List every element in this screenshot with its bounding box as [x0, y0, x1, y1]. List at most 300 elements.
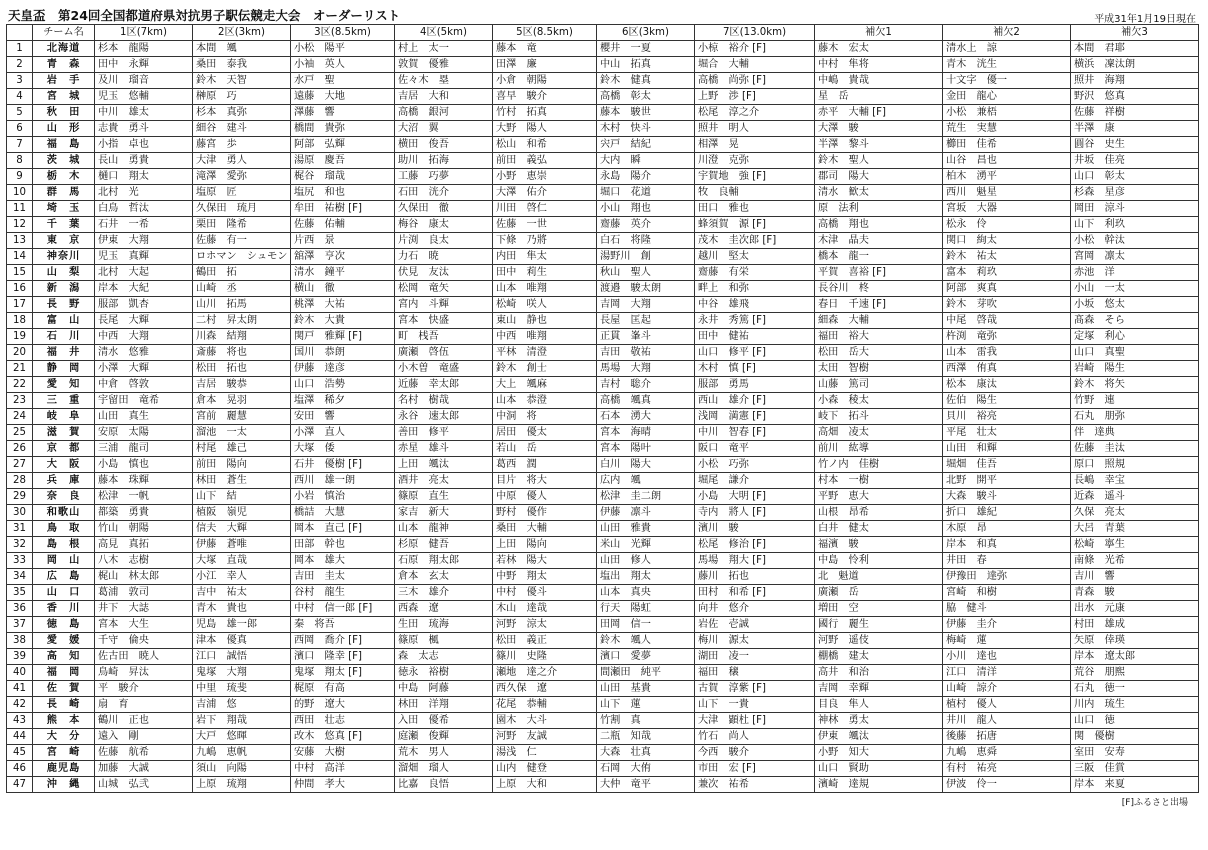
runner-cell: 榊原 巧 — [193, 89, 291, 105]
runner-cell: 伊波 伶一 — [943, 777, 1071, 793]
runner-cell: 堀口 花道 — [597, 185, 695, 201]
runner-cell: 山下 利玖 — [1071, 217, 1199, 233]
runner-cell: 大戸 悠暉 — [193, 729, 291, 745]
runner-cell: 赤池 洋 — [1071, 265, 1199, 281]
runner-cell: 岡田 涼斗 — [1071, 201, 1199, 217]
runner-cell: 東山 静也 — [493, 313, 597, 329]
header-row — [6, 4, 1198, 24]
runner-cell: 塩澤 稀夕 — [291, 393, 395, 409]
table-row — [7, 233, 1199, 249]
runner-cell: 中山 拓真 — [597, 57, 695, 73]
runner-cell: 小澤 大輝 — [95, 361, 193, 377]
runner-cell: 鳥崎 昇汰 — [95, 665, 193, 681]
runner-cell: 植阪 嶺児 — [193, 505, 291, 521]
runner-cell: 伊藤 圭介 — [943, 617, 1071, 633]
runner-cell: 杉原 健吾 — [395, 537, 493, 553]
row-number: 6 — [7, 121, 33, 137]
runner-cell: 善田 修平 — [395, 425, 493, 441]
runner-cell: 宍戸 結紀 — [597, 137, 695, 153]
row-number: 24 — [7, 409, 33, 425]
runner-cell: 遠藤 大地 — [291, 89, 395, 105]
team-name: 秋 田 — [33, 105, 95, 121]
runner-cell: 河野 友誠 — [493, 729, 597, 745]
runner-cell: 大野 陽人 — [493, 121, 597, 137]
runner-cell: 堀合 大輔 — [695, 57, 815, 73]
runner-cell: 渡邉 駿太朗 — [597, 281, 695, 297]
runner-cell: 平尾 壮太 — [943, 425, 1071, 441]
runner-cell: 堀尾 謙介 — [695, 473, 815, 489]
runner-cell: 櫛田 佳希 — [943, 137, 1071, 153]
runner-cell: 青木 洸生 — [943, 57, 1071, 73]
runner-cell: 山田 真生 — [95, 409, 193, 425]
runner-cell: 阿部 弘輝 — [291, 137, 395, 153]
runner-cell: 大森 駿斗 — [943, 489, 1071, 505]
runner-cell: 細森 大輔 — [815, 313, 943, 329]
runner-cell: 大澤 駿 — [815, 121, 943, 137]
runner-cell: 片西 景 — [291, 233, 395, 249]
team-name: 熊 本 — [33, 713, 95, 729]
runner-cell: 町 桟吾 — [395, 329, 493, 345]
runner-cell: 越川 堅太 — [695, 249, 815, 265]
runner-cell: 横山 徹 — [291, 281, 395, 297]
runner-cell: 小山 翔也 — [597, 201, 695, 217]
table-row — [7, 201, 1199, 217]
runner-cell: 若山 岳 — [493, 441, 597, 457]
runner-cell: 竹村 拓真 — [493, 105, 597, 121]
runner-cell: 郡司 陽大 — [815, 169, 943, 185]
column-header: 補欠1 — [815, 25, 943, 41]
runner-cell: 中川 雄太 — [95, 105, 193, 121]
runner-cell: 石丸 朋弥 — [1071, 409, 1199, 425]
runner-cell: 佐古田 暁人 — [95, 649, 193, 665]
runner-cell: 小野 知大 — [815, 745, 943, 761]
row-number: 33 — [7, 553, 33, 569]
runner-cell: 篠原 楓 — [395, 633, 493, 649]
runner-cell: 岸本 和真 — [943, 537, 1071, 553]
team-name: 東 京 — [33, 233, 95, 249]
runner-cell: 佐藤 圭汰 — [1071, 441, 1199, 457]
runner-cell: 北野 開平 — [943, 473, 1071, 489]
table-row — [7, 761, 1199, 777]
table-row — [7, 41, 1199, 57]
runner-cell: 伊東 颯汰 — [815, 729, 943, 745]
table-row — [7, 521, 1199, 537]
runner-cell: 宮内 斗輝 — [395, 297, 493, 313]
runner-cell: 川田 啓仁 — [493, 201, 597, 217]
runner-cell: 安田 響 — [291, 409, 395, 425]
runner-cell: 井下 大誌 — [95, 601, 193, 617]
runner-cell: 長谷川 柊 — [815, 281, 943, 297]
runner-cell: 藤木 宏太 — [815, 41, 943, 57]
runner-cell: 梶山 林太郎 — [95, 569, 193, 585]
runner-cell: 兼次 祐希 — [695, 777, 815, 793]
runner-cell: 近藤 幸太郎 — [395, 377, 493, 393]
runner-cell: 力石 暁 — [395, 249, 493, 265]
runner-cell: 谷村 龍生 — [291, 585, 395, 601]
team-name: 埼 玉 — [33, 201, 95, 217]
runner-cell: 江口 清洋 — [943, 665, 1071, 681]
runner-cell: 青木 貴也 — [193, 601, 291, 617]
runner-cell: 関戸 雅輝 [F] — [291, 329, 395, 345]
team-name: 香 川 — [33, 601, 95, 617]
runner-cell: 小野 恵崇 — [493, 169, 597, 185]
runner-cell: 片渕 良太 — [395, 233, 493, 249]
runner-cell: 國行 麗生 — [815, 617, 943, 633]
runner-cell: 高橋 彰太 — [597, 89, 695, 105]
column-header: 4区(5km) — [395, 25, 493, 41]
runner-cell: 改木 悠真 [F] — [291, 729, 395, 745]
team-name: 和歌山 — [33, 505, 95, 521]
runner-cell: 荒谷 朋熙 — [1071, 665, 1199, 681]
runner-cell: 石井 一希 — [95, 217, 193, 233]
row-number: 21 — [7, 361, 33, 377]
runner-cell: 桑田 泰我 — [193, 57, 291, 73]
runner-cell: 梶原 有高 — [291, 681, 395, 697]
team-name: 神奈川 — [33, 249, 95, 265]
runner-cell: 中島 阿藤 — [395, 681, 493, 697]
runner-cell: 宇賀地 強 [F] — [695, 169, 815, 185]
runner-cell: 鈴木 健真 — [597, 73, 695, 89]
table-row — [7, 665, 1199, 681]
runner-cell: 平 駿介 — [95, 681, 193, 697]
team-name: 福 井 — [33, 345, 95, 361]
runner-cell: 鶴川 正也 — [95, 713, 193, 729]
column-header: 6区(3km) — [597, 25, 695, 41]
team-name: 山 梨 — [33, 265, 95, 281]
runner-cell: 前田 陽向 — [193, 457, 291, 473]
runner-cell: ロホマン シュモン — [193, 249, 291, 265]
runner-cell: 山本 龍神 — [395, 521, 493, 537]
runner-cell: 高橋 翔也 — [815, 217, 943, 233]
runner-cell: 鈴木 颯人 — [597, 633, 695, 649]
table-row — [7, 713, 1199, 729]
runner-cell: 松本 康汰 — [943, 377, 1071, 393]
runner-cell: 鈴木 芽吹 — [943, 297, 1071, 313]
runner-cell: 上田 颯汰 — [395, 457, 493, 473]
team-name: 栃 木 — [33, 169, 95, 185]
runner-cell: 加藤 大誠 — [95, 761, 193, 777]
row-number: 29 — [7, 489, 33, 505]
runner-cell: 関口 絢太 — [943, 233, 1071, 249]
runner-cell: 小松 陽平 — [291, 41, 395, 57]
runner-cell: 大沼 翼 — [395, 121, 493, 137]
runner-cell: 酒井 亮太 — [395, 473, 493, 489]
runner-cell: 蜂須賀 源 [F] — [695, 217, 815, 233]
runner-cell: 宮本 快盛 — [395, 313, 493, 329]
runner-cell: 木津 晶夫 — [815, 233, 943, 249]
runner-cell: 行天 陽虹 — [597, 601, 695, 617]
runner-cell: 杵渕 竜弥 — [943, 329, 1071, 345]
runner-cell: 齋藤 有栄 — [695, 265, 815, 281]
runner-cell: 北 魁道 — [815, 569, 943, 585]
runner-cell: 藤宮 歩 — [193, 137, 291, 153]
runner-cell: 神林 勇太 — [815, 713, 943, 729]
runner-cell: 岸本 来夏 — [1071, 777, 1199, 793]
order-list-page — [6, 4, 1198, 808]
team-name: 岡 山 — [33, 553, 95, 569]
runner-cell: 安藤 大樹 — [291, 745, 395, 761]
runner-cell: 村田 雄成 — [1071, 617, 1199, 633]
row-number: 15 — [7, 265, 33, 281]
runner-cell: 後藤 拓唐 — [943, 729, 1071, 745]
runner-cell: 斎藤 将也 — [193, 345, 291, 361]
runner-cell: 永谷 速太郎 — [395, 409, 493, 425]
runner-cell: 塩出 翔太 — [597, 569, 695, 585]
runner-cell: 堀畑 佳吾 — [943, 457, 1071, 473]
team-name: 岩 手 — [33, 73, 95, 89]
team-name: 徳 島 — [33, 617, 95, 633]
runner-cell: 白鳥 哲汰 — [95, 201, 193, 217]
runner-cell: 鬼塚 大翔 — [193, 665, 291, 681]
runner-cell: 佐藤 一世 — [493, 217, 597, 233]
row-number: 38 — [7, 633, 33, 649]
runner-cell: 鈴木 天智 — [193, 73, 291, 89]
runner-cell: 木村 慎 [F] — [695, 361, 815, 377]
runner-cell: 北村 大起 — [95, 265, 193, 281]
table-row — [7, 601, 1199, 617]
row-number: 7 — [7, 137, 33, 153]
runner-cell: 杉本 真弥 — [193, 105, 291, 121]
runner-cell: 小倉 朝陽 — [493, 73, 597, 89]
runner-cell: 小坂 悠太 — [1071, 297, 1199, 313]
runner-cell: 市田 宏 [F] — [695, 761, 815, 777]
runner-cell: 茂木 圭次郎 [F] — [695, 233, 815, 249]
team-name: 長 野 — [33, 297, 95, 313]
table-row — [7, 649, 1199, 665]
runner-cell: 岸本 大紀 — [95, 281, 193, 297]
runner-cell: 井坂 佳亮 — [1071, 153, 1199, 169]
runner-cell: 田中 健祐 — [695, 329, 815, 345]
runner-cell: 牧 良輔 — [695, 185, 815, 201]
runner-cell: 宮岡 凛太 — [1071, 249, 1199, 265]
team-name: 兵 庫 — [33, 473, 95, 489]
order-table — [6, 24, 1199, 793]
runner-cell: 清水 歓太 — [815, 185, 943, 201]
table-row — [7, 617, 1199, 633]
runner-cell: 石原 翔太郎 — [395, 553, 493, 569]
team-name: 群 馬 — [33, 185, 95, 201]
runner-cell: 宮本 海晴 — [597, 425, 695, 441]
runner-cell: 松尾 淳之介 — [695, 105, 815, 121]
runner-cell: 徳永 裕樹 — [395, 665, 493, 681]
runner-cell: 西岡 喬介 [F] — [291, 633, 395, 649]
table-body — [7, 41, 1199, 793]
runner-cell: 中尾 啓哉 — [943, 313, 1071, 329]
runner-cell: 山藤 篤司 — [815, 377, 943, 393]
row-number: 14 — [7, 249, 33, 265]
runner-cell: 内田 隼太 — [493, 249, 597, 265]
runner-cell: 阿部 爽真 — [943, 281, 1071, 297]
runner-cell: 橋本 龍一 — [815, 249, 943, 265]
runner-cell: 馬場 翔大 [F] — [695, 553, 815, 569]
row-number: 16 — [7, 281, 33, 297]
runner-cell: 上野 渉 [F] — [695, 89, 815, 105]
row-number: 31 — [7, 521, 33, 537]
runner-cell: 宮前 麗慧 — [193, 409, 291, 425]
team-name: 千 葉 — [33, 217, 95, 233]
row-number: 28 — [7, 473, 33, 489]
runner-cell: 木山 達哉 — [493, 601, 597, 617]
runner-cell: 今西 駿介 — [695, 745, 815, 761]
runner-cell: 遠入 剛 — [95, 729, 193, 745]
runner-cell: 清水 鐘平 — [291, 265, 395, 281]
runner-cell: 鬼塚 翔太 [F] — [291, 665, 395, 681]
row-number: 45 — [7, 745, 33, 761]
runner-cell: 大澤 佑介 — [493, 185, 597, 201]
team-name: 岐 阜 — [33, 409, 95, 425]
runner-cell: 高井 和治 — [815, 665, 943, 681]
table-row — [7, 425, 1199, 441]
runner-cell: 長尾 大輝 — [95, 313, 193, 329]
runner-cell: 西久保 遼 — [493, 681, 597, 697]
footnote: [F]ふるさと出場 — [1121, 798, 1188, 808]
table-row — [7, 265, 1199, 281]
row-number: 25 — [7, 425, 33, 441]
column-header — [7, 25, 33, 41]
runner-cell: 山口 徳 — [1071, 713, 1199, 729]
runner-cell: 三木 雄介 — [395, 585, 493, 601]
runner-cell: 川森 結翔 — [193, 329, 291, 345]
runner-cell: 太田 智樹 — [815, 361, 943, 377]
runner-cell: 河野 涼太 — [493, 617, 597, 633]
runner-cell: 山口 真聖 — [1071, 345, 1199, 361]
runner-cell: 倉本 晃羽 — [193, 393, 291, 409]
row-number: 44 — [7, 729, 33, 745]
runner-cell: 山口 賢助 — [815, 761, 943, 777]
runner-cell: 高橋 颯真 — [597, 393, 695, 409]
row-number: 37 — [7, 617, 33, 633]
runner-cell: 松崎 咲人 — [493, 297, 597, 313]
runner-cell: 久保田 徹 — [395, 201, 493, 217]
runner-cell: 大塚 倭 — [291, 441, 395, 457]
row-number: 30 — [7, 505, 33, 521]
runner-cell: 大呂 青葉 — [1071, 521, 1199, 537]
runner-cell: 江口 誠悟 — [193, 649, 291, 665]
runner-cell: 竹ノ内 佳樹 — [815, 457, 943, 473]
runner-cell: 松山 和希 — [493, 137, 597, 153]
runner-cell: 貝川 裕亮 — [943, 409, 1071, 425]
row-number: 27 — [7, 457, 33, 473]
column-header: 5区(8.5km) — [493, 25, 597, 41]
runner-cell: 園木 大斗 — [493, 713, 597, 729]
runner-cell: 松田 拓也 — [193, 361, 291, 377]
runner-cell: 出水 元康 — [1071, 601, 1199, 617]
runner-cell: 小松 巧弥 — [695, 457, 815, 473]
runner-cell: 田中 永輝 — [95, 57, 193, 73]
row-number: 3 — [7, 73, 33, 89]
row-number: 2 — [7, 57, 33, 73]
runner-cell: 浅岡 満憲 [F] — [695, 409, 815, 425]
runner-cell: 小木曽 竜盛 — [395, 361, 493, 377]
runner-cell: 助川 拓海 — [395, 153, 493, 169]
runner-cell: 吉岡 大翔 — [597, 297, 695, 313]
runner-cell: 定塚 利心 — [1071, 329, 1199, 345]
runner-cell: 宮本 陽叶 — [597, 441, 695, 457]
runner-cell: 岩佐 壱誠 — [695, 617, 815, 633]
runner-cell: 大津 顕杜 [F] — [695, 713, 815, 729]
table-row — [7, 457, 1199, 473]
team-name: 佐 賀 — [33, 681, 95, 697]
runner-cell: 竹石 尚人 — [695, 729, 815, 745]
runner-cell: 森 太志 — [395, 649, 493, 665]
row-number: 12 — [7, 217, 33, 233]
runner-cell: 松田 岳大 — [815, 345, 943, 361]
runner-cell: 杉本 龍陽 — [95, 41, 193, 57]
runner-cell: 棚橋 建太 — [815, 649, 943, 665]
table-row — [7, 249, 1199, 265]
runner-cell: 松津 一帆 — [95, 489, 193, 505]
runner-cell: 長山 勇貴 — [95, 153, 193, 169]
runner-cell: 家吉 新大 — [395, 505, 493, 521]
runner-cell: 吉川 響 — [1071, 569, 1199, 585]
runner-cell: 中村 高洋 — [291, 761, 395, 777]
table-row — [7, 297, 1199, 313]
runner-cell: 小江 幸人 — [193, 569, 291, 585]
runner-cell: 中島 怜利 — [815, 553, 943, 569]
row-number: 1 — [7, 41, 33, 57]
runner-cell: 村尾 雄己 — [193, 441, 291, 457]
runner-cell: 川内 琉生 — [1071, 697, 1199, 713]
row-number: 17 — [7, 297, 33, 313]
table-row — [7, 569, 1199, 585]
runner-cell: 小山 一太 — [1071, 281, 1199, 297]
runner-cell: 圓谷 史生 — [1071, 137, 1199, 153]
table-row — [7, 777, 1199, 793]
team-name: 鳥 取 — [33, 521, 95, 537]
runner-cell: 木原 昂 — [943, 521, 1071, 537]
runner-cell: 小椋 裕介 [F] — [695, 41, 815, 57]
runner-cell: 吉村 聡介 — [597, 377, 695, 393]
runner-cell: 山田 修人 — [597, 553, 695, 569]
runner-cell: 岩崎 陽生 — [1071, 361, 1199, 377]
runner-cell: 九嶋 恵帆 — [193, 745, 291, 761]
runner-cell: 廣瀬 啓伍 — [395, 345, 493, 361]
table-row — [7, 409, 1199, 425]
runner-cell: 西田 壮志 — [291, 713, 395, 729]
row-number: 5 — [7, 105, 33, 121]
table-row — [7, 345, 1199, 361]
table-row — [7, 473, 1199, 489]
runner-cell: 西森 遼 — [395, 601, 493, 617]
runner-cell: 宮崎 和樹 — [943, 585, 1071, 601]
table-row — [7, 153, 1199, 169]
runner-cell: 古賀 淳紫 [F] — [695, 681, 815, 697]
runner-cell: 大津 勇人 — [193, 153, 291, 169]
runner-cell: 髙森 そら — [1071, 313, 1199, 329]
team-name: 宮 崎 — [33, 745, 95, 761]
runner-cell: 上原 大和 — [493, 777, 597, 793]
runner-cell: 南條 光希 — [1071, 553, 1199, 569]
table-row — [7, 729, 1199, 745]
runner-cell: 梅川 源太 — [695, 633, 815, 649]
runner-cell: 塩原 匠 — [193, 185, 291, 201]
row-number: 8 — [7, 153, 33, 169]
team-name: 福 岡 — [33, 665, 95, 681]
runner-cell: 北村 光 — [95, 185, 193, 201]
runner-cell: 米山 光輝 — [597, 537, 695, 553]
runner-cell: 葛浦 敦司 — [95, 585, 193, 601]
runner-cell: 目良 隼人 — [815, 697, 943, 713]
runner-cell: 鈴木 大貴 — [291, 313, 395, 329]
row-number: 13 — [7, 233, 33, 249]
runner-cell: 高橋 銀河 — [395, 105, 493, 121]
team-name: 高 知 — [33, 649, 95, 665]
runner-cell: 伊豫田 達弥 — [943, 569, 1071, 585]
runner-cell: 湯原 慶吾 — [291, 153, 395, 169]
runner-cell: 中原 優人 — [493, 489, 597, 505]
runner-cell: 仲間 孝大 — [291, 777, 395, 793]
row-number: 47 — [7, 777, 33, 793]
